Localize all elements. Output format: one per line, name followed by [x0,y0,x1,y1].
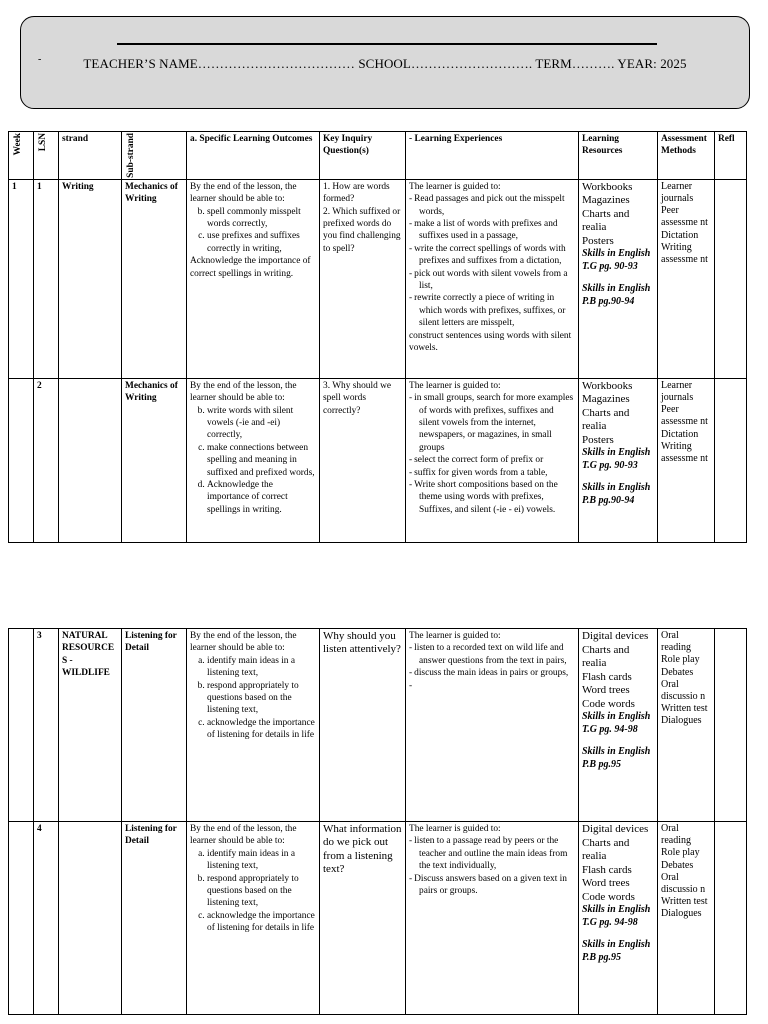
experience-item: - rewrite correctly a piece of writing in which words with prefixes, suffixes, or silent letters are misspelt, [409,292,575,329]
experiences-intro: The learner is guided to: [409,631,501,641]
col-assessment-header: Assessment Methods [658,132,715,180]
lesson-number-cell: 1 [34,179,59,378]
col-reflection-header: Refl [715,132,747,180]
assessment-item: Learner journals [661,379,694,404]
resource-item: Digital devices [582,630,649,642]
sub-strand-cell: Listening for Detail [122,822,187,1015]
experience-item: - select the correct form of prefix or [409,454,575,466]
resource-item: Charts and realia [582,406,630,433]
outcome-item: b. respond appropriately to questions based on the listening text, [207,873,316,910]
resource-item: Word trees [582,684,630,696]
resource-item: Magazines [582,393,630,406]
outcomes-intro: By the end of the lesson, the learner should be able to: [190,631,297,654]
experience-item: - suffix for given words from a table, [409,467,575,479]
textbook-reference: Skills in English P.B pg.90-94 [582,283,651,307]
col-experiences-header: - Learning Experiences [406,132,579,180]
learning-experiences-cell [406,822,579,1015]
resource-item: Magazines [582,194,630,207]
outcome-item: a. identify main ideas in a listening text, [207,655,316,680]
outcomes-list [190,655,316,742]
resource-item: Workbooks [582,379,633,392]
strand-cell: NATURAL RESOURCE S - WILDLIFE [59,629,122,822]
experiences-list [409,392,575,516]
lesson-number-cell: 4 [34,822,59,1015]
resource-item: Workbooks [582,180,633,193]
resource-item: Posters [582,234,614,247]
experience-item: - write the correct spellings of words with prefixes and suffixes from a dictation, [409,243,575,268]
experience-item: - listen to a recorded text on wild life and answer questions from the text in pairs, [409,642,575,667]
learning-resources-cell [579,378,658,542]
experience-item: - pick out words with silent vowels from a list, [409,268,575,293]
experiences-intro: The learner is guided to: [409,380,501,391]
textbook-reference: Skills in English T.G pg. 94-98 [582,904,651,928]
sub-strand-cell: Listening for Detail [122,629,187,822]
learning-outcomes-cell [187,378,320,542]
col-outcomes-num: a. [190,134,198,144]
header-details-line: TEACHER’S NAME……………………………… SCHOOL………………………. TERM………. YEAR: 2025 [83,56,687,71]
resource-item: Charts and realia [582,207,630,234]
resource-spacer [582,273,654,283]
assessment-item: Dialogues [661,715,702,727]
textbook-reference: Skills in English T.G pg. 90-93 [582,248,651,272]
resource-item: Word trees [582,877,630,889]
sub-strand-cell: Mechanics of Writing [122,378,187,542]
assessment-item: Dictation [661,229,699,241]
col-substrand-label: Sub-strand [126,133,136,178]
header-tick: - [38,54,42,65]
assessment-item: Dictation [661,428,699,440]
week-cell [9,822,34,1015]
col-week-label: Week [13,133,23,156]
learning-outcomes-cell [187,179,320,378]
learning-experiences-cell [406,629,579,822]
assessment-methods-cell [658,629,715,822]
table-row [9,822,747,1015]
resource-spacer [582,929,654,939]
assessment-item: Peer assessme nt [661,404,708,428]
reflection-cell [715,179,747,378]
col-outcomes-header [187,132,320,180]
resource-item: Code words [582,890,635,903]
col-strand-header: strand [59,132,122,180]
inquiry-question-cell: 3. Why should we spell words correctly? [320,378,406,542]
outcomes-list [190,848,316,935]
outcome-item: c. use prefixes and suffixes correctly in writing, [207,230,316,255]
col-resources-header: Learning Resources [579,132,658,180]
sub-strand-cell: Mechanics of Writing [122,179,187,378]
learning-outcomes-cell [187,629,320,822]
outcome-item: b. respond appropriately to questions based on the listening text, [207,680,316,717]
table-row [9,629,747,822]
col-substrand-header [122,132,187,180]
outcomes-intro: By the end of the lesson, the learner should be able to: [190,380,297,404]
resource-spacer [582,736,654,746]
resource-item: Posters [582,433,614,446]
experience-item: - Read passages and pick out the misspelt words, [409,193,575,218]
textbook-reference: Skills in English P.B pg.95 [582,939,651,963]
table-row [9,378,747,542]
experience-item: - in small groups, search for more examples of words with prefixes, suffixes and silent vowels from the internet, newspapers, or magazines, in small groups [409,392,575,454]
resource-spacer [582,472,654,482]
experience-item: - listen to a passage read by peers or the teacher and outline the main ideas from the text individually, [409,835,575,872]
week-cell [9,378,34,542]
resource-item: Code words [582,697,635,710]
resource-item: Flash cards [582,863,632,876]
scheme-table-2 [8,628,747,1015]
assessment-methods-cell [658,822,715,1015]
assessment-methods-cell [658,378,715,542]
reflection-cell [715,378,747,542]
textbook-reference: Skills in English T.G pg. 94-98 [582,711,651,735]
assessment-methods-cell [658,179,715,378]
experience-item [409,680,575,692]
assessment-item: Oral discussio n [661,678,706,703]
experiences-intro: The learner is guided to: [409,824,501,834]
strand-cell [59,822,122,1015]
week-cell [9,629,34,822]
assessment-item: Peer assessme nt [661,205,708,229]
learning-resources-cell [579,629,658,822]
scheme-table-1 [8,131,747,543]
resource-item: Flash cards [582,670,632,683]
outcomes-closing: Acknowledge the importance of correct spellings in writing. [190,256,311,279]
assessment-item: Writing assessme nt [661,440,708,465]
resource-item: Digital devices [582,823,649,835]
reflection-cell [715,822,747,1015]
experiences-list [409,193,575,329]
outcome-item: c. acknowledge the importance of listening for details in life [207,910,316,935]
header-rule [117,43,657,45]
assessment-item: Oral discussio n [661,871,706,896]
outcomes-intro: By the end of the lesson, the learner should be able to: [190,181,297,205]
strand-cell [59,378,122,542]
outcome-item: c. acknowledge the importance of listening for details in life [207,717,316,742]
learning-experiences-cell [406,179,579,378]
outcomes-intro: By the end of the lesson, the learner should be able to: [190,824,297,847]
col-lsn-label: LSN [38,133,48,152]
experience-item: - Write short compositions based on the theme using words with prefixes, Suffixes, and silent (-ie - ei) vowels. [409,479,575,516]
learning-resources-cell [579,179,658,378]
learning-resources-cell [579,822,658,1015]
outcome-item: b. spell commonly misspelt words correctly, [207,206,316,231]
col-lsn-header [34,132,59,180]
inquiry-question-cell: 1. How are words formed? 2. Which suffixed or prefixed words do you find challenging to spell? [320,179,406,378]
learning-outcomes-cell [187,822,320,1015]
lesson-number-cell: 3 [34,629,59,822]
lesson-number-cell: 2 [34,378,59,542]
assessment-item: Debates [661,666,694,678]
textbook-reference: Skills in English T.G pg. 90-93 [582,447,651,471]
assessment-item: Oral reading [661,630,691,654]
experiences-list [409,642,575,692]
inquiry-question-cell: What information do we pick out from a listening text? [320,822,406,1015]
experience-item: - make a list of words with prefixes and suffixes used in a passage, [409,218,575,243]
inquiry-question-cell: Why should you listen attentively? [320,629,406,822]
col-inquiry-header: Key Inquiry Question(s) [320,132,406,180]
experience-item: - discuss the main ideas in pairs or groups, [409,667,575,679]
table-header-row [9,132,747,180]
header-box [20,16,750,109]
assessment-item: Learner journals [661,180,694,205]
assessment-item: Dialogues [661,908,702,920]
resource-item: Charts and realia [582,836,630,862]
table-row [9,179,747,378]
experiences-list [409,835,575,897]
assessment-item: Oral reading [661,823,691,847]
resource-item: Charts and realia [582,643,630,669]
outcome-item: a. identify main ideas in a listening text, [207,848,316,873]
assessment-item: Role play [661,847,700,859]
outcome-item: d. Acknowledge the importance of correct spellings in writing. [207,479,316,516]
outcomes-list [190,405,316,517]
outcome-item: c. make connections between spelling and meaning in suffixed and prefixed words, [207,442,316,479]
learning-experiences-cell [406,378,579,542]
experience-item: - Discuss answers based on a given text in pairs or groups. [409,873,575,898]
assessment-item: Writing assessme nt [661,241,708,266]
outcomes-list [190,206,316,256]
assessment-item: Written test [661,896,708,908]
assessment-item: Debates [661,859,694,871]
assessment-item: Role play [661,654,700,666]
reflection-cell [715,629,747,822]
textbook-reference: Skills in English P.B pg.90-94 [582,482,651,506]
col-outcomes-label: Specific Learning Outcomes [199,134,313,144]
strand-cell: Writing [59,179,122,378]
assessment-item: Written test [661,703,708,715]
outcome-item: b. write words with silent vowels (-ie and -ei) correctly, [207,405,316,442]
textbook-reference: Skills in English P.B pg.95 [582,746,651,770]
week-cell: 1 [9,179,34,378]
col-week-header [9,132,34,180]
experiences-intro: The learner is guided to: [409,181,501,192]
experiences-closing: construct sentences using words with silent vowels. [409,330,572,354]
